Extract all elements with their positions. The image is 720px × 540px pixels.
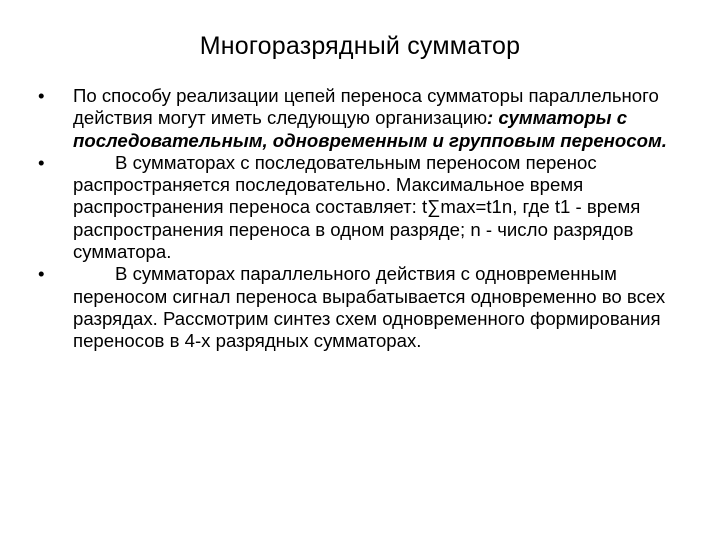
bullet-plain-text: В сумматорах параллельного действия с одновременным переносом сигнал переноса вырабатывается одновременно во всех разрядах. Рассмотрим синтез схем одновременного формирования переносов в 4-х разрядных сумматорах. xyxy=(73,263,666,352)
bullet-item-carry-organization xyxy=(38,85,678,152)
bullet-emphasis-text: : сумматоры с последовательным, одновременным и групповым переносом. xyxy=(73,107,667,151)
bullet-plain-text: В сумматорах с последовательным переносом перенос распространяется последовательно. Максимальное время распространения переноса составляет: t∑max=t1n, где t1 - время распространения переноса в одном разряде; n - число разрядов сумматора. xyxy=(73,151,641,263)
slide-title: Многоразрядный сумматор xyxy=(199,32,521,60)
bullet-list xyxy=(38,85,678,353)
bullet-marker: • xyxy=(38,263,45,285)
bullet-text xyxy=(73,263,678,352)
bullet-marker: • xyxy=(38,151,45,173)
bullet-marker: • xyxy=(38,85,45,106)
bullet-plain-text: По способу реализации цепей переноса сумматоры параллельного действия могут иметь следующую организацию xyxy=(73,85,659,129)
bullet-text xyxy=(73,152,678,263)
bullet-text xyxy=(73,85,678,152)
bullet-item-sequential-carry xyxy=(38,152,678,263)
bullet-item-simultaneous-carry xyxy=(38,263,678,352)
